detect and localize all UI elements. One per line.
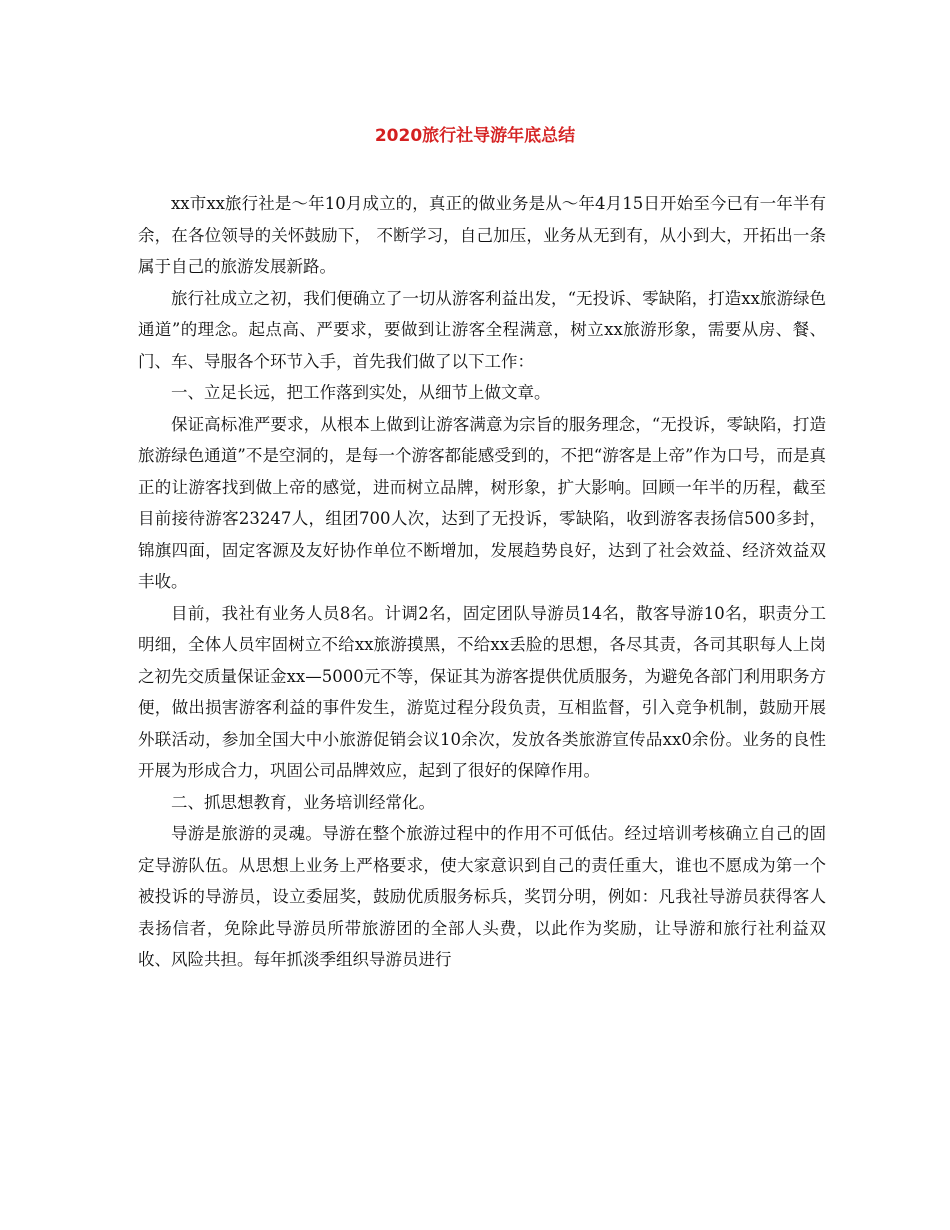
paragraph-staff: 目前，我社有业务人员8名。计调2名，固定团队导游员14名，散客导游10名，职责分工明细，全体人员牢固树立不给xx旅游摸黑，不给xx丢脸的思想，各尽其责，各司其职每人上岗之初先交质量保证金xx—5000元不等，保证其为游客提供优质服务，为避免各部门利用职务方便，做出损害游客利益的事件发生，游览过程分段负责，互相监督，引入竞争机制，鼓励开展外联活动，参加全国大中小旅游促销会议10余次，发放各类旅游宣传品xx0余份。业务的良性开展为形成合力，巩固公司品牌效应，起到了很好的保障作用。 [138,603,826,780]
section-heading-2: 二、抓思想教育，业务培训经常化。 [171,792,435,812]
document-title: 2020旅行社导游年底总结 [374,126,576,146]
document-body [138,188,826,976]
paragraph-guide-training: 导游是旅游的灵魂。导游在整个旅游过程中的作用不可低估。经过培训考核确立自己的固定导游队伍。从思想上业务上严格要求，使大家意识到自己的责任重大，谁也不愿成为第一个被投诉的导游员，设立委屈奖，鼓励优质服务标兵，奖罚分明，例如：凡我社导游员获得客人表扬信者，免除此导游员所带旅游团的全部人头费，以此作为奖励，让导游和旅行社利益双收、风险共担。每年抓淡季组织导游员进行 [138,824,826,969]
paragraph-intro: xx市xx旅行社是～年10月成立的，真正的做业务是从～年4月15日开始至今已有一年半有余，在各位领导的关怀鼓励下， 不断学习，自己加压，业务从无到有，从小到大，开拓出一条属于自己的旅游发展新路。 [138,194,826,276]
paragraph-philosophy: 旅行社成立之初，我们便确立了一切从游客利益出发，“无投诉、零缺陷，打造xx旅游绿色通道”的理念。起点高、严要求，要做到让游客全程满意，树立xx旅游形象，需要从房、餐、门、车、导服各个环节入手，首先我们做了以下工作： [138,288,826,371]
paragraph-service-quality: 保证高标准严要求，从根本上做到让游客满意为宗旨的服务理念，“无投诉，零缺陷，打造旅游绿色通道”不是空洞的，是每一个游客都能感受到的，不把“游客是上帝”作为口号，而是真正的让游客找到做上帝的感觉，进而树立品牌，树形象，扩大影响。回顾一年半的历程，截至目前接待游客23247人，组团700人次，达到了无投诉，零缺陷，收到游客表扬信500多封，锦旗四面，固定客源及友好协作单位不断增加，发展趋势良好，达到了社会效益、经济效益双丰收。 [138,414,826,591]
section-heading-1: 一、立足长远，把工作落到实处，从细节上做文章。 [171,383,551,402]
